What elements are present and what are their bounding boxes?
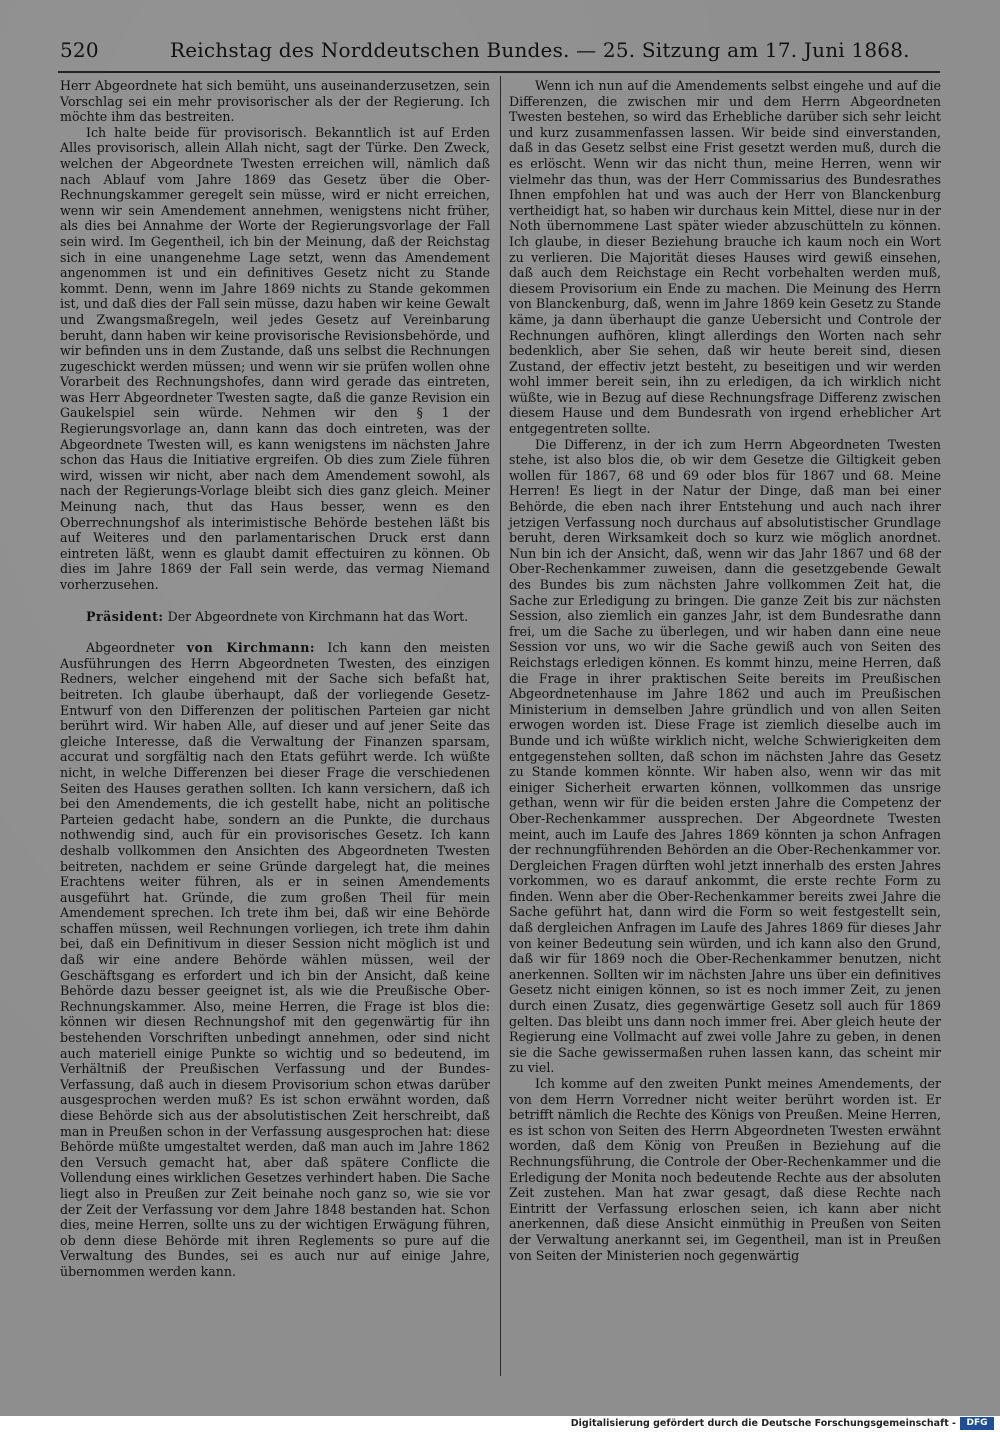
page-header xyxy=(60,38,940,68)
speaker-name: Präsident: xyxy=(86,608,164,624)
speaker-paragraph xyxy=(60,640,490,1279)
dfg-logo: DFG xyxy=(960,1417,994,1430)
paragraph: Herr Abgeordnete hat sich bemüht, uns auseinanderzusetzen, sein Vorschlag sei ein mehr provisorischer als der der Regierung. Ich möchte ihm das bestreiten. xyxy=(60,78,490,125)
left-column xyxy=(60,78,490,1280)
column-divider xyxy=(500,76,501,1376)
speaker-paragraph xyxy=(60,609,490,625)
speaker-prefix: Abgeordneter xyxy=(86,640,175,656)
running-head: Reichstag des Norddeutschen Bundes. — 25. Sitzung am 17. Juni 1868. xyxy=(170,38,910,62)
page-number: 520 xyxy=(60,38,99,62)
paragraph: Die Differenz, in der ich zum Herrn Abgeordneten Twesten stehe, ist also blos die, ob wir dem Gesetze die Giltigkeit geben wollen für 1867, 68 und 69 oder blos für 1867 und 68. Meine Herren! Es liegt in der Natur der Dinge, daß man bei einer Behörde, die eben nach ihrer Entstehung und auch nach ihrer jetzigen Verfassung noch durchaus auf absolutistischer Grundlage beruht, deren Wirksamkeit doch so kurz wie möglich anordnet. Nun bin ich der Ansicht, daß, wenn wir das Jahr 1867 und 68 der Ober-Rechenkammer zuweisen, dann die gesetzgebende Gewalt des Bundes bis zum nächsten Jahre vollkommen Zeit hat, die Sache zur Erledigung zu bringen. Die ganze Zeit bis zur nächsten Session, also ziemlich ein ganzes Jahr, ist dem Bundesrathe dann frei, um die Sache zu überlegen, und wir haben dann eine neue Session vor uns, wo wir die Sache gewiß auch von Seiten des Reichstags erledigen können. Es kommt hinzu, meine Herren, daß die Frage in ihrer praktischen Seite bereits im Preußischen Abgeordnetenhause im Jahre 1862 und auch im Preußischen Ministerium in demselben Jahre gründlich und von allen Seiten erwogen worden ist. Diese Frage ist ziemlich dieselbe auch im Bunde und ich wüßte wirklich nicht, welche Schwierigkeiten dem entgegenstehen sollten, daß schon im nächsten Jahre das Gesetz zu Stande kommen könnte. Wir haben also, wenn wir das mit einiger Sicherheit erwarten können, vollkommen das unsrige gethan, wenn wir für die beiden ersten Jahre die Competenz der Ober-Rechenkammer aussprechen. Der Abgeordnete Twesten meint, auch im Laufe des Jahres 1869 könnten ja schon Anfragen der rechnungführenden Behörden an die Ober-Rechenkammer vor. Dergleichen Fragen dürften wohl jetzt innerhalb des ersten Jahres vorkommen, wo es darauf ankommt, die erste rechte Form zu finden. Wenn aber die Ober-Rechenkammer bereits zwei Jahre die Sache geführt hat, dann wird die Form so weit festgestellt sein, daß dergleichen Anfragen im Laufe des Jahres 1869 für dieses Jahr von keiner Bedeutung sein würden, und ich kann also den Grund, daß wir für 1869 noch die Ober-Rechenkammer benutzen, nicht anerkennen. Sollten wir im nächsten Jahre uns über ein definitives Gesetz nicht einigen können, so ist es noch immer Zeit, zu jenen durch einen Zusatz, dies gegenwärtige Gesetz soll auch für 1869 gelten. Das bleibt uns dann noch immer frei. Aber gleich heute der Regierung eine Vollmacht auf zwei volle Jahre zu geben, in denen sie die Sache gewissermaßen ruhen lassen kann, das scheint mir zu viel. xyxy=(509,436,941,1076)
right-column xyxy=(509,78,941,1263)
footer-credit: Digitalisierung gefördert durch die Deutsche Forschungsgemeinschaft - xyxy=(570,1418,956,1429)
speaker-name: von Kirchmann: xyxy=(186,640,316,656)
paragraph: Ich halte beide für provisorisch. Bekanntlich ist auf Erden Alles provisorisch, allein Allah nicht, sagt der Türke. Den Zweck, welchen der Abgeordnete Twesten erreichen will, nämlich daß nach Ablauf vom Jahre 1869 das Gesetz über die Ober-Rechnungskammer geregelt sein müsse, wird er nicht erreichen, wenn wir sein Amendement annehmen, wenigstens nicht früher, als dies bei Annahme der Worte der Regierungsvorlage der Fall sein wird. Im Gegentheil, ich bin der Meinung, daß der Reichstag sich in eine unangenehme Lage setzt, wenn das Amendement angenommen ist und ein definitives Gesetz nicht zu Stande kommt. Denn, wenn im Jahre 1869 nichts zu Stande gekommen ist, und daß dies der Fall sein müsse, dazu haben wir keine Gewalt und Zwangsmaßregeln, weil jedes Gesetz auf Vereinbarung beruht, dann haben wir keine provisorische Revisionsbehörde, und wir befinden uns in dem Zustande, daß uns selbst die Rechnungen zugeschickt werden müssen; und wenn wir sie prüfen wollen ohne Vorarbeit des Rechnungshofes, dann wird gerade das eintreten, was Herr Abgeordneter Twesten sagte, daß die ganze Revision ein Gaukelspiel sein würde. Nehmen wir den § 1 der Regierungsvorlage an, dann kann das doch eintreten, was der Abgeordnete Twesten will, es kann wenigstens im nächsten Jahre schon das Haus die Initiative ergreifen. Ob dies zum Ziele führen wird, wissen wir nicht, aber nach dem Amendement sowohl, als nach der Regierungs-Vorlage bleibt sich dies ganz gleich. Meiner Meinung nach, thut das Haus besser, wenn es den Oberrechnungshof als interimistische Behörde bestehen läßt bis auf Weiteres und den parlamentarischen Druck erst dann eintreten läßt, wenn es glaubt damit effectuiren zu können. Ob dies im Jahre 1869 der Fall sein werde, das vermag Niemand vorherzusehen. xyxy=(60,124,490,592)
paragraph-text: Der Abgeordnete von Kirchmann hat das Wort. xyxy=(167,608,469,624)
paragraph: Wenn ich nun auf die Amendements selbst eingehe und auf die Differenzen, die zwischen mir und dem Herrn Abgeordneten Twesten bestehen, so wird das Erhebliche darüber sich sehr leicht und kurz zusammenfassen lassen. Wir beide sind einverstanden, daß in das Gesetz selbst eine Frist gesetzt werden muß, durch die es erlöscht. Wenn wir das nicht thun, meine Herren, wenn wir vielmehr das thun, was der Herr Commissarius des Bundesrathes Ihnen empfohlen hat und was auch der Herr von Blanckenburg vertheidigt hat, so haben wir durchaus kein Mittel, diese nur in der Noth übernommene Last später wieder abzuschütteln zu können. Ich glaube, in dieser Beziehung brauche ich kaum noch ein Wort zu verlieren. Die Majorität dieses Hauses wird gewiß einsehen, daß auch dem Reichstage ein Recht vorbehalten werden muß, diesem Provisorium ein Ende zu machen. Die Meinung des Herrn von Blanckenburg, daß, wenn im Jahre 1869 kein Gesetz zu Stande käme, ja dann überhaupt die ganze Uebersicht und Controle der Rechnungen aufhören, klingt allerdings den Worten nach sehr bedenklich, aber Sie sehen, daß wir heute bereit sind, diesen Zustand, der effectiv jetzt besteht, zu beseitigen und wir werden wohl immer bereit sein, ihn zu erledigen, da ich wirklich nicht wüßte, wie in Bezug auf diese Rechnungsfrage Differenz zwischen diesem Hause und dem Bundesrath von irgend erheblicher Art entgegentreten sollte. xyxy=(509,78,941,437)
paragraph-text: Ich kann den meisten Ausführungen des Herrn Abgeordneten Twesten, des einzigen Redners, welcher eingehend mit der Sache sich befaßt hat, beitreten. Ich glaube überhaupt, daß der vorliegende Gesetz-Entwurf von den Differenzen der politischen Parteien gar nicht berührt wird. Wir haben Alle, auf dieser und auf jener Seite das gleiche Interesse, daß die Verwaltung der Finanzen sparsam, accurat und sorgfältig nach den Etats geführt werde. Ich wüßte nicht, in welche Differenzen bei dieser Frage die verschiedenen Seiten des Hauses gerathen sollten. Ich kann versichern, daß ich bei den Amendements, die ich gestellt habe, nicht an politische Parteien gedacht habe, sondern an die Punkte, die durchaus nothwendig sind, auch für ein provisorisches Gesetz. Ich kann deshalb vollkommen den Ansichten des Abgeordneten Twesten beitreten, nachdem er seine Gründe dargelegt hat, die meines Erachtens weiter führen, als er in seinen Amendements ausgeführt hat. Gründe, die zum großen Theil für mein Amendement sprechen. Ich trete ihm bei, daß wir eine Behörde schaffen müssen, weil Rechnungen vorliegen, ich trete ihm dahin bei, daß ein Definitivum in dieser Session nicht möglich ist und daß wir eine andere Behörde wählen müssen, weil der Geschäftsgang es erfordert und ich bin der Ansicht, daß keine Behörde dazu besser geeignet ist, als wie die Preußische Ober-Rechnungskammer. Also, meine Herren, die Frage ist blos die: können wir diesen Rechnungshof mit den gegenwärtig für ihn bestehenden Vorschriften unbedingt annehmen, oder sind nicht auch materiell einige Punkte so wichtig und so bedeutend, im Verhältniß der Preußischen Verfassung und der Bundes-Verfassung, daß auch in diesem Provisorium schon etwas darüber ausgesprochen werden muß? Es ist schon erwähnt worden, daß diese Behörde sich aus der absolutistischen Zeit herschreibt, daß man in Preußen schon in der Verfassung ausgesprochen hat: diese Behörde müßte umgestaltet werden, daß man auch im Jahre 1862 den Versuch gemacht hat, aber daß spätere Conflicte die Vollendung eines wirklichen Gesetzes verhindert haben. Die Sache liegt also in Preußen zur Zeit beinahe noch ganz so, wie sie vor der Zeit der Verfassung vor dem Jahre 1848 bestanden hat. Schon dies, meine Herren, sollte uns zu der wichtigen Erwägung führen, ob denn diese Behörde mit ihren Reglements so pure auf die Verwaltung des Bundes, sei es auch nur auf einige Jahre, übernommen werden kann. xyxy=(60,640,490,1279)
paragraph: Ich komme auf den zweiten Punkt meines Amendements, der von dem Herrn Vorredner nicht weiter berührt worden ist. Er betrifft nämlich die Rechte des Königs von Preußen. Meine Herren, es ist schon von Seiten des Herrn Abgeordneten Twesten erwähnt worden, daß dem König von Preußen in Beziehung auf die Rechnungsführung, die Controle der Ober-Rechenkammer und die Erledigung der Monita noch bedeutende Rechte aus der absoluten Zeit zustehen. Man hat zwar gesagt, daß diese Rechte nach Eintritt der Verfassung erloschen seien, ich kann aber nicht anerkennen, daß diese Ansicht einmüthig in Preußen von Seiten der Verwaltung anerkannt sei, im Gegentheil, man ist in Preußen von Seiten der Ministerien noch gegenwärtig xyxy=(509,1076,941,1263)
header-rule xyxy=(58,71,940,73)
